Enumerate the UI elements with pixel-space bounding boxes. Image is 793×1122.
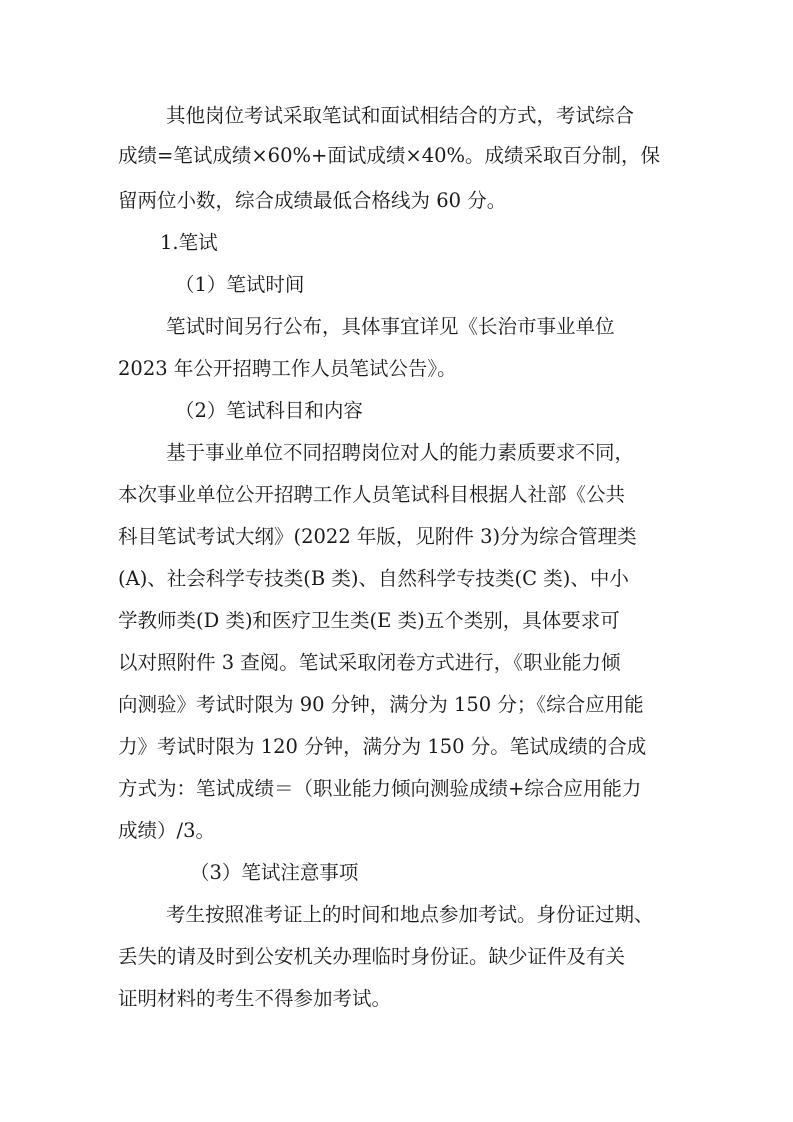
paragraph-line: 方式为：笔试成绩＝（职业能力倾向测验成绩+综合应用能力 [118, 777, 642, 800]
paragraph-line: 基于事业单位不同招聘岗位对人的能力素质要求不同， [166, 441, 635, 464]
paragraph-line: 向测验》考试时限为 90 分钟，满分为 150 分；《综合应用能 [118, 693, 644, 716]
paragraph-line: 留两位小数，综合成绩最低合格线为 60 分。 [118, 189, 507, 212]
paragraph-line: 其他岗位考试采取笔试和面试相结合的方式，考试综合 [166, 104, 635, 127]
paragraph-line: 成绩=笔试成绩×60%+面试成绩×40%。成绩采取百分制，保 [118, 144, 661, 167]
paragraph-line: 科目笔试考试大纲》(2022 年版，见附件 3)分为综合管理类 [118, 525, 637, 548]
paragraph-line: (A)、社会科学专技类(B 类)、自然科学专技类(C 类)、中小 [118, 567, 629, 590]
paragraph-line: 成绩）/3。 [118, 819, 215, 842]
paragraph-line: 2023 年公开招聘工作人员笔试公告》。 [118, 357, 457, 380]
subsection-heading: （1）笔试时间 [175, 273, 305, 296]
paragraph-line: 力》考试时限为 120 分钟，满分为 150 分。笔试成绩的合成 [118, 735, 647, 758]
section-heading: 1.笔试 [160, 231, 218, 254]
paragraph-line: 以对照附件 3 查阅。笔试采取闭卷方式进行，《职业能力倾 [118, 651, 621, 674]
paragraph-line: 丢失的请及时到公安机关办理临时身份证。缺少证件及有关 [118, 945, 626, 968]
paragraph-line: 笔试时间另行公布，具体事宜详见《长治市事业单位 [166, 315, 615, 338]
paragraph-line: 证明材料的考生不得参加考试。 [118, 987, 392, 1010]
paragraph-line: 考生按照准考证上的时间和地点参加考试。身份证过期、 [166, 903, 654, 926]
paragraph-line: 本次事业单位公开招聘工作人员笔试科目根据人社部《公共 [118, 483, 626, 506]
paragraph-line: 学教师类(D 类)和医疗卫生类(E 类)五个类别，具体要求可 [118, 609, 620, 632]
subsection-heading: （3）笔试注意事项 [190, 861, 359, 884]
subsection-heading: （2）笔试科目和内容 [175, 399, 363, 422]
